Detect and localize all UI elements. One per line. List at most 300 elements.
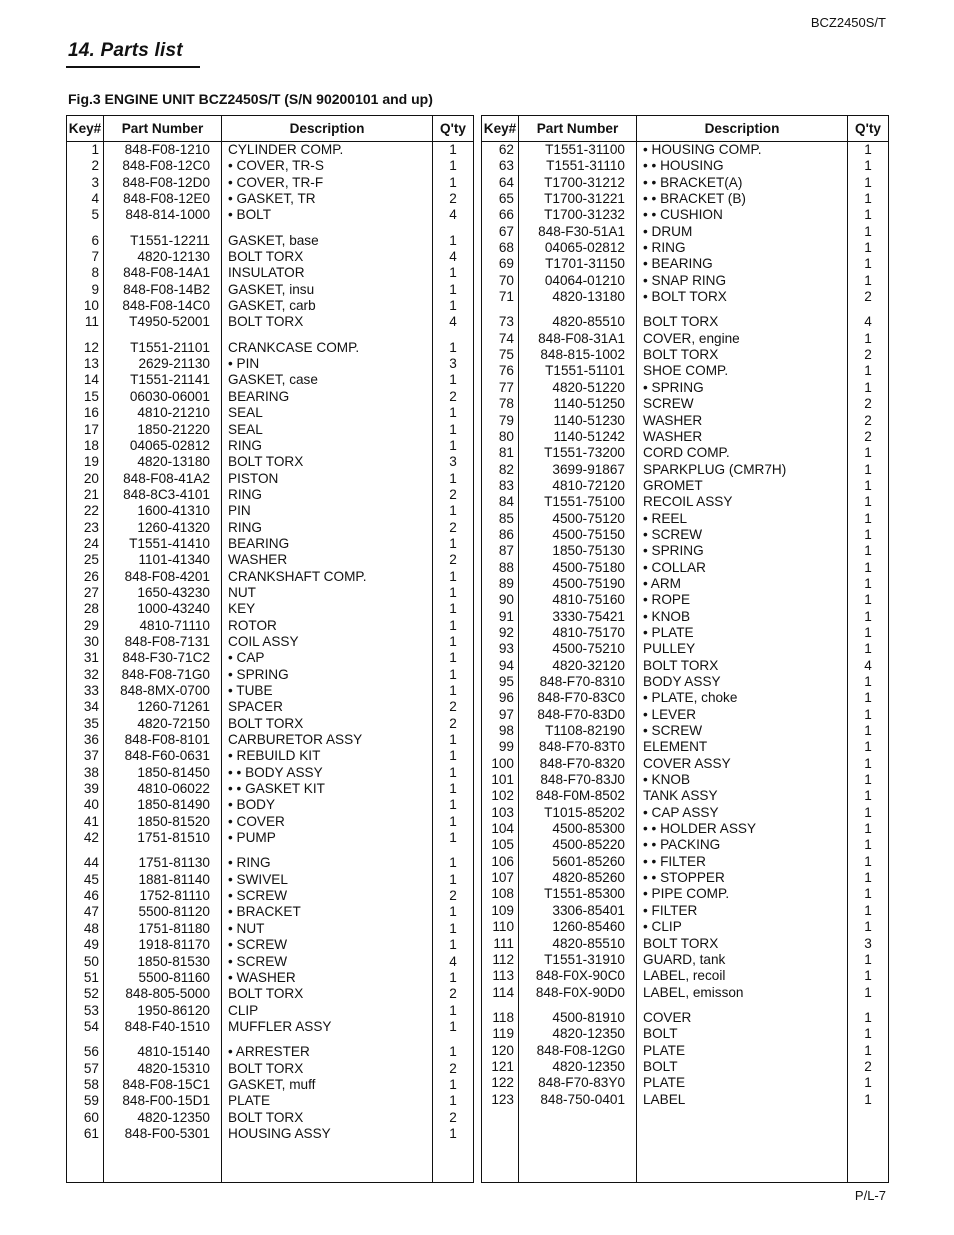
key-cell: 111 bbox=[482, 936, 519, 952]
table-row bbox=[482, 240, 889, 256]
table-row bbox=[67, 904, 474, 920]
description-cell: GASKET, muff bbox=[222, 1077, 433, 1093]
key-cell: 84 bbox=[482, 494, 519, 510]
key-cell: 24 bbox=[67, 536, 104, 552]
qty-cell: 1 bbox=[848, 175, 889, 191]
key-cell: 92 bbox=[482, 625, 519, 641]
part-number-column-header: Part Number bbox=[519, 116, 637, 142]
qty-cell: 1 bbox=[848, 903, 889, 919]
key-cell bbox=[67, 224, 104, 233]
table-row bbox=[482, 396, 889, 412]
filler-cell bbox=[433, 1142, 474, 1182]
qty-cell: 4 bbox=[848, 314, 889, 330]
description-cell: • SCREW bbox=[222, 888, 433, 904]
qty-cell: 1 bbox=[433, 1019, 474, 1035]
part-number-cell: 1918-81170 bbox=[104, 937, 222, 953]
description-cell: • PIN bbox=[222, 356, 433, 372]
part-number-cell: T1551-31110 bbox=[519, 158, 637, 174]
description-cell: BOLT TORX bbox=[222, 454, 433, 470]
qty-cell: 1 bbox=[848, 511, 889, 527]
description-cell: BOLT TORX bbox=[222, 986, 433, 1002]
key-cell: 112 bbox=[482, 952, 519, 968]
table-row bbox=[482, 158, 889, 174]
filler-cell bbox=[848, 1108, 889, 1182]
description-cell: • ARRESTER bbox=[222, 1044, 433, 1060]
qty-cell: 1 bbox=[433, 503, 474, 519]
table-row bbox=[482, 658, 889, 674]
part-number-cell: 04064-01210 bbox=[519, 273, 637, 289]
description-cell: GASKET, case bbox=[222, 372, 433, 388]
filler-cell bbox=[104, 1142, 222, 1182]
description-cell: BOLT TORX bbox=[222, 314, 433, 330]
table-row bbox=[482, 854, 889, 870]
description-cell: • SPRING bbox=[637, 380, 848, 396]
table-row bbox=[482, 256, 889, 272]
description-cell: PLATE bbox=[222, 1093, 433, 1109]
key-cell: 16 bbox=[67, 405, 104, 421]
figure-caption: Fig.3 ENGINE UNIT BCZ2450S/T (S/N 90200101 and up) bbox=[68, 91, 433, 107]
table-row bbox=[67, 846, 474, 855]
qty-cell: 1 bbox=[433, 372, 474, 388]
key-cell: 5 bbox=[67, 207, 104, 223]
table-row bbox=[67, 1035, 474, 1044]
part-number-cell: T1551-85300 bbox=[519, 886, 637, 902]
key-cell: 52 bbox=[67, 986, 104, 1002]
qty-cell: 1 bbox=[433, 797, 474, 813]
key-cell: 58 bbox=[67, 1077, 104, 1093]
qty-cell bbox=[433, 331, 474, 340]
key-cell: 113 bbox=[482, 968, 519, 984]
description-cell: • BRACKET bbox=[222, 904, 433, 920]
key-cell: 122 bbox=[482, 1075, 519, 1091]
key-column-header: Key# bbox=[482, 116, 519, 142]
description-cell: • • BRACKET(A) bbox=[637, 175, 848, 191]
part-number-cell: T1551-21101 bbox=[104, 340, 222, 356]
qty-cell: 1 bbox=[433, 422, 474, 438]
key-cell: 121 bbox=[482, 1059, 519, 1075]
table-row bbox=[482, 191, 889, 207]
key-cell: 45 bbox=[67, 872, 104, 888]
qty-column-header: Q'ty bbox=[848, 116, 889, 142]
key-cell: 74 bbox=[482, 331, 519, 347]
table-row bbox=[482, 674, 889, 690]
part-number-cell bbox=[104, 224, 222, 233]
qty-cell: 2 bbox=[433, 716, 474, 732]
key-cell: 36 bbox=[67, 732, 104, 748]
qty-cell: 1 bbox=[433, 872, 474, 888]
table-row bbox=[482, 919, 889, 935]
table-row bbox=[67, 191, 474, 207]
part-number-cell bbox=[104, 331, 222, 340]
key-cell: 107 bbox=[482, 870, 519, 886]
part-number-cell: 848-F30-71C2 bbox=[104, 650, 222, 666]
key-cell: 110 bbox=[482, 919, 519, 935]
part-number-cell: 848-F08-71G0 bbox=[104, 667, 222, 683]
description-cell: LABEL, emisson bbox=[637, 985, 848, 1001]
part-number-cell: 5500-81160 bbox=[104, 970, 222, 986]
table-row bbox=[67, 781, 474, 797]
table-row bbox=[67, 265, 474, 281]
table-row bbox=[67, 585, 474, 601]
table-row bbox=[67, 142, 474, 159]
qty-cell: 1 bbox=[848, 886, 889, 902]
description-cell: COVER, engine bbox=[637, 331, 848, 347]
description-cell: • LEVER bbox=[637, 707, 848, 723]
key-cell: 42 bbox=[67, 830, 104, 846]
key-cell: 19 bbox=[67, 454, 104, 470]
part-number-cell: 848-F08-8101 bbox=[104, 732, 222, 748]
part-number-cell: 848-F70-83T0 bbox=[519, 739, 637, 755]
table-row bbox=[482, 837, 889, 853]
table-row bbox=[67, 797, 474, 813]
table-row bbox=[482, 592, 889, 608]
table-row bbox=[67, 536, 474, 552]
part-number-cell: 848-F08-12E0 bbox=[104, 191, 222, 207]
key-cell: 79 bbox=[482, 413, 519, 429]
part-number-cell: 1260-85460 bbox=[519, 919, 637, 935]
table-row bbox=[67, 1019, 474, 1035]
part-number-cell: 4820-12130 bbox=[104, 249, 222, 265]
qty-cell: 1 bbox=[848, 527, 889, 543]
model-code: BCZ2450S/T bbox=[810, 15, 886, 30]
description-cell: GASKET, base bbox=[222, 233, 433, 249]
part-number-cell: 04065-02812 bbox=[104, 438, 222, 454]
qty-cell: 1 bbox=[848, 273, 889, 289]
description-cell: GASKET, carb bbox=[222, 298, 433, 314]
qty-cell: 1 bbox=[848, 1043, 889, 1059]
description-cell: SEAL bbox=[222, 422, 433, 438]
description-cell: • BOLT bbox=[222, 207, 433, 223]
part-number-cell: 848-8MX-0700 bbox=[104, 683, 222, 699]
table-row bbox=[67, 716, 474, 732]
description-cell: SCREW bbox=[637, 396, 848, 412]
description-cell: CRANKSHAFT COMP. bbox=[222, 569, 433, 585]
qty-cell: 1 bbox=[433, 569, 474, 585]
key-cell: 20 bbox=[67, 471, 104, 487]
qty-cell bbox=[433, 846, 474, 855]
key-cell: 13 bbox=[67, 356, 104, 372]
qty-cell bbox=[433, 1035, 474, 1044]
table-row bbox=[482, 903, 889, 919]
table-row bbox=[482, 821, 889, 837]
qty-cell: 1 bbox=[433, 282, 474, 298]
part-number-cell: 848-815-1002 bbox=[519, 347, 637, 363]
filler-cell bbox=[637, 1108, 848, 1182]
key-cell: 68 bbox=[482, 240, 519, 256]
description-cell: • COVER bbox=[222, 814, 433, 830]
key-cell: 120 bbox=[482, 1043, 519, 1059]
part-number-cell: T1551-73200 bbox=[519, 445, 637, 461]
table-row bbox=[482, 363, 889, 379]
part-number-column-header: Part Number bbox=[104, 116, 222, 142]
part-number-cell: 1950-86120 bbox=[104, 1003, 222, 1019]
description-cell: COVER ASSY bbox=[637, 756, 848, 772]
description-cell: • CAP ASSY bbox=[637, 805, 848, 821]
table-row bbox=[482, 207, 889, 223]
table-row bbox=[482, 314, 889, 330]
key-cell: 78 bbox=[482, 396, 519, 412]
part-number-cell: 848-8C3-4101 bbox=[104, 487, 222, 503]
part-number-cell: 4820-85510 bbox=[519, 314, 637, 330]
key-cell: 27 bbox=[67, 585, 104, 601]
key-cell: 81 bbox=[482, 445, 519, 461]
part-number-cell: T1701-31150 bbox=[519, 256, 637, 272]
part-number-cell: 848-F70-83D0 bbox=[519, 707, 637, 723]
table-row bbox=[67, 282, 474, 298]
key-cell: 64 bbox=[482, 175, 519, 191]
qty-cell: 1 bbox=[433, 855, 474, 871]
key-cell: 69 bbox=[482, 256, 519, 272]
table-row bbox=[67, 224, 474, 233]
key-cell: 29 bbox=[67, 618, 104, 634]
part-number-cell: 848-805-5000 bbox=[104, 986, 222, 1002]
part-number-cell: 4500-85220 bbox=[519, 837, 637, 853]
key-cell: 83 bbox=[482, 478, 519, 494]
qty-cell: 1 bbox=[848, 478, 889, 494]
table-row bbox=[482, 641, 889, 657]
qty-cell bbox=[848, 1001, 889, 1010]
qty-cell: 4 bbox=[433, 954, 474, 970]
table-row bbox=[482, 788, 889, 804]
description-cell: SPACER bbox=[222, 699, 433, 715]
part-number-cell: 1881-81140 bbox=[104, 872, 222, 888]
description-cell: PLATE bbox=[637, 1075, 848, 1091]
qty-cell: 1 bbox=[848, 985, 889, 1001]
key-cell: 119 bbox=[482, 1026, 519, 1042]
key-cell: 33 bbox=[67, 683, 104, 699]
part-number-cell: 848-F70-83Y0 bbox=[519, 1075, 637, 1091]
key-cell: 37 bbox=[67, 748, 104, 764]
table-row bbox=[482, 494, 889, 510]
description-cell: RING bbox=[222, 438, 433, 454]
part-number-cell: 4820-32120 bbox=[519, 658, 637, 674]
key-cell: 10 bbox=[67, 298, 104, 314]
table-row bbox=[67, 1003, 474, 1019]
key-cell: 18 bbox=[67, 438, 104, 454]
key-cell: 53 bbox=[67, 1003, 104, 1019]
key-cell: 17 bbox=[67, 422, 104, 438]
table-row bbox=[482, 985, 889, 1001]
qty-cell: 1 bbox=[848, 609, 889, 625]
table-row bbox=[482, 756, 889, 772]
table-row bbox=[482, 142, 889, 159]
description-cell: BOLT bbox=[637, 1026, 848, 1042]
key-cell: 76 bbox=[482, 363, 519, 379]
part-number-cell: 848-F0X-90C0 bbox=[519, 968, 637, 984]
part-number-cell: 848-750-0401 bbox=[519, 1092, 637, 1108]
key-cell: 14 bbox=[67, 372, 104, 388]
key-cell: 6 bbox=[67, 233, 104, 249]
description-cell: • RING bbox=[637, 240, 848, 256]
qty-cell: 2 bbox=[848, 396, 889, 412]
table-row bbox=[67, 454, 474, 470]
description-cell: INSULATOR bbox=[222, 265, 433, 281]
part-number-cell: T1551-21141 bbox=[104, 372, 222, 388]
part-number-cell: 4500-75150 bbox=[519, 527, 637, 543]
title-underline bbox=[66, 66, 200, 68]
qty-cell: 1 bbox=[433, 340, 474, 356]
qty-cell: 1 bbox=[433, 1126, 474, 1142]
part-number-cell: T1108-82190 bbox=[519, 723, 637, 739]
key-cell: 106 bbox=[482, 854, 519, 870]
part-number-cell: 1751-81130 bbox=[104, 855, 222, 871]
description-cell: • PIPE COMP. bbox=[637, 886, 848, 902]
key-cell: 31 bbox=[67, 650, 104, 666]
key-cell: 47 bbox=[67, 904, 104, 920]
table-row bbox=[67, 175, 474, 191]
part-number-cell: T1015-85202 bbox=[519, 805, 637, 821]
qty-cell: 1 bbox=[848, 1075, 889, 1091]
part-number-cell: T1700-31221 bbox=[519, 191, 637, 207]
table-row bbox=[67, 855, 474, 871]
qty-cell: 2 bbox=[848, 429, 889, 445]
description-cell: • FILTER bbox=[637, 903, 848, 919]
qty-cell: 1 bbox=[848, 641, 889, 657]
table-row bbox=[67, 970, 474, 986]
description-cell: BODY ASSY bbox=[637, 674, 848, 690]
qty-cell: 1 bbox=[433, 937, 474, 953]
table-row bbox=[482, 690, 889, 706]
table-row bbox=[67, 872, 474, 888]
parts-table-left-body bbox=[67, 142, 474, 1183]
part-number-cell: 3699-91867 bbox=[519, 462, 637, 478]
qty-cell: 1 bbox=[848, 158, 889, 174]
qty-cell: 1 bbox=[433, 175, 474, 191]
key-cell: 46 bbox=[67, 888, 104, 904]
table-row bbox=[67, 233, 474, 249]
table-row bbox=[482, 886, 889, 902]
qty-cell: 1 bbox=[848, 543, 889, 559]
part-number-cell: 4820-85260 bbox=[519, 870, 637, 886]
description-cell bbox=[637, 305, 848, 314]
description-cell: MUFFLER ASSY bbox=[222, 1019, 433, 1035]
part-number-cell: 4820-85510 bbox=[519, 936, 637, 952]
description-cell: • WASHER bbox=[222, 970, 433, 986]
table-row bbox=[67, 503, 474, 519]
key-cell: 32 bbox=[67, 667, 104, 683]
part-number-cell: 4810-06022 bbox=[104, 781, 222, 797]
qty-cell: 1 bbox=[433, 1077, 474, 1093]
key-cell: 23 bbox=[67, 520, 104, 536]
table-row bbox=[67, 1061, 474, 1077]
qty-cell: 1 bbox=[848, 331, 889, 347]
table-row bbox=[67, 699, 474, 715]
qty-cell: 1 bbox=[433, 781, 474, 797]
description-cell: BOLT TORX bbox=[222, 1110, 433, 1126]
qty-cell: 1 bbox=[848, 919, 889, 935]
description-cell: • PLATE, choke bbox=[637, 690, 848, 706]
description-cell: • • FILTER bbox=[637, 854, 848, 870]
part-number-cell: 848-F08-7131 bbox=[104, 634, 222, 650]
description-cell: LABEL, recoil bbox=[637, 968, 848, 984]
part-number-cell: 06030-06001 bbox=[104, 389, 222, 405]
part-number-cell: 04065-02812 bbox=[519, 240, 637, 256]
parts-table-right bbox=[481, 115, 889, 1183]
qty-cell: 3 bbox=[433, 454, 474, 470]
description-cell: CARBURETOR ASSY bbox=[222, 732, 433, 748]
part-number-cell: 4500-75120 bbox=[519, 511, 637, 527]
key-cell: 66 bbox=[482, 207, 519, 223]
table-row bbox=[67, 389, 474, 405]
key-cell: 8 bbox=[67, 265, 104, 281]
description-cell: KEY bbox=[222, 601, 433, 617]
key-cell: 62 bbox=[482, 142, 519, 159]
description-cell: • TUBE bbox=[222, 683, 433, 699]
filler-cell bbox=[482, 1108, 519, 1182]
description-cell: • NUT bbox=[222, 921, 433, 937]
description-cell: • ROPE bbox=[637, 592, 848, 608]
qty-cell: 1 bbox=[848, 1010, 889, 1026]
key-column-header: Key# bbox=[67, 116, 104, 142]
description-cell: NUT bbox=[222, 585, 433, 601]
table-row bbox=[482, 289, 889, 305]
table-row bbox=[67, 552, 474, 568]
table-row bbox=[67, 888, 474, 904]
part-number-cell: 3330-75421 bbox=[519, 609, 637, 625]
part-number-cell: 848-F08-14B2 bbox=[104, 282, 222, 298]
qty-cell: 1 bbox=[433, 265, 474, 281]
table-row bbox=[67, 487, 474, 503]
description-cell: GASKET, insu bbox=[222, 282, 433, 298]
part-number-cell: 4500-85300 bbox=[519, 821, 637, 837]
part-number-cell: 1600-41310 bbox=[104, 503, 222, 519]
part-number-cell: 848-814-1000 bbox=[104, 207, 222, 223]
key-cell: 71 bbox=[482, 289, 519, 305]
table-row bbox=[482, 224, 889, 240]
table-row bbox=[482, 273, 889, 289]
part-number-cell: 1850-81450 bbox=[104, 765, 222, 781]
qty-cell: 1 bbox=[433, 830, 474, 846]
description-cell: CYLINDER COMP. bbox=[222, 142, 433, 159]
part-number-cell: 4500-75180 bbox=[519, 560, 637, 576]
table-row bbox=[482, 429, 889, 445]
qty-cell: 1 bbox=[848, 1092, 889, 1108]
description-cell: • GASKET, TR bbox=[222, 191, 433, 207]
table-row bbox=[482, 805, 889, 821]
table-bottom-filler bbox=[482, 1108, 889, 1182]
description-cell: • KNOB bbox=[637, 772, 848, 788]
description-cell: • KNOB bbox=[637, 609, 848, 625]
qty-cell: 2 bbox=[848, 1059, 889, 1075]
table-row bbox=[67, 249, 474, 265]
description-cell: • REBUILD KIT bbox=[222, 748, 433, 764]
qty-cell: 1 bbox=[848, 756, 889, 772]
table-row bbox=[67, 1077, 474, 1093]
part-number-cell: 4500-81910 bbox=[519, 1010, 637, 1026]
part-number-cell bbox=[104, 846, 222, 855]
key-cell: 82 bbox=[482, 462, 519, 478]
key-cell bbox=[482, 1001, 519, 1010]
table-row bbox=[67, 340, 474, 356]
description-cell: PIN bbox=[222, 503, 433, 519]
table-row bbox=[67, 921, 474, 937]
description-cell: RING bbox=[222, 487, 433, 503]
key-cell: 61 bbox=[67, 1126, 104, 1142]
qty-cell: 1 bbox=[848, 837, 889, 853]
table-row bbox=[482, 1075, 889, 1091]
part-number-cell: 1000-43240 bbox=[104, 601, 222, 617]
key-cell: 86 bbox=[482, 527, 519, 543]
key-cell: 104 bbox=[482, 821, 519, 837]
key-cell: 48 bbox=[67, 921, 104, 937]
table-row bbox=[67, 471, 474, 487]
part-number-cell: T1551-31100 bbox=[519, 142, 637, 159]
key-cell: 91 bbox=[482, 609, 519, 625]
part-number-cell: 4820-51220 bbox=[519, 380, 637, 396]
table-row bbox=[67, 422, 474, 438]
qty-cell: 1 bbox=[848, 256, 889, 272]
key-cell: 1 bbox=[67, 142, 104, 159]
